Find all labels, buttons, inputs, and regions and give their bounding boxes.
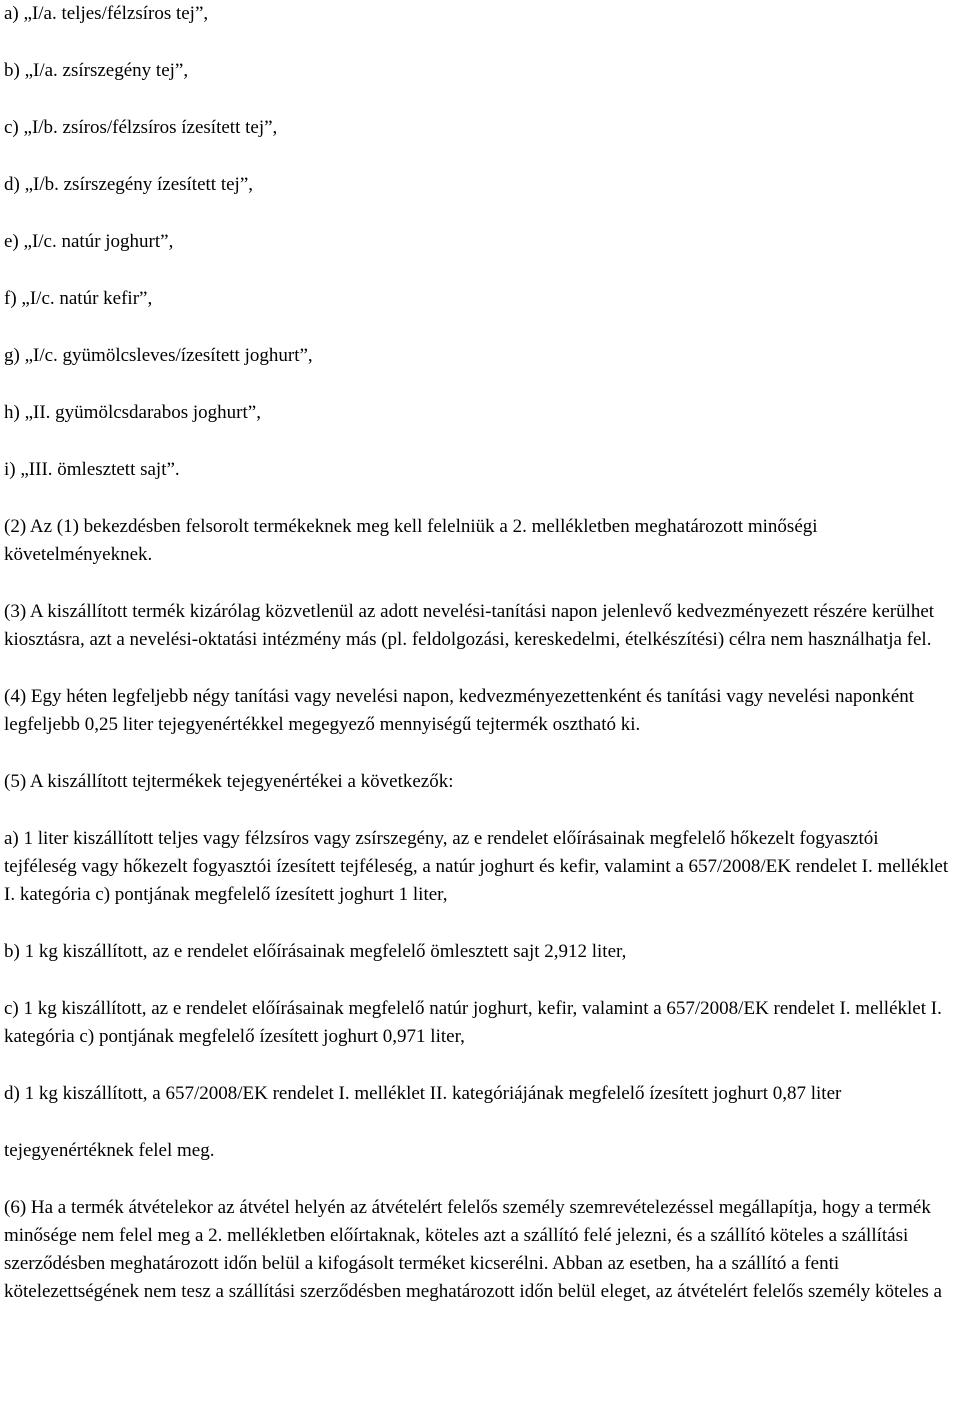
- product-list: [4, 0, 956, 484]
- list-item-a: a) „I/a. teljes/félzsíros tej”,: [4, 3, 209, 24]
- document-page: [4, 0, 956, 1306]
- list-item-d: d) „I/b. zsírszegény ízesített tej”,: [4, 174, 254, 195]
- paragraph-4: (4) Egy héten legfeljebb négy tanítási vagy nevelési napon, kedvezményezettenként és tanítási vagy nevelési naponként legfeljebb 0,25 liter tejegyenértékkel megegyező mennyiségű tejtermék osztható ki.: [4, 686, 915, 735]
- paragraph-5-b: b) 1 kg kiszállított, az e rendelet előírásainak megfelelő ömlesztett sajt 2,912 liter,: [4, 941, 627, 962]
- list-item-g: g) „I/c. gyümölcsleves/ízesített joghurt”,: [4, 345, 313, 366]
- list-item-h: h) „II. gyümölcsdarabos joghurt”,: [4, 402, 261, 423]
- paragraph-3: (3) A kiszállított termék kizárólag közvetlenül az adott nevelési-tanítási napon jelenlevő kedvezményezett részére kerülhet kiosztásra, azt a nevelési-oktatási intézmény más (pl. feldolgozási, kereskedelmi, ételkészítési) célra nem használhatja fel.: [4, 601, 935, 650]
- paragraph-6: (6) Ha a termék átvételekor az átvétel helyén az átvételért felelős személy szemrevételezéssel megállapítja, hogy a termék minősége nem felel meg a 2. mellékletben előírtaknak, köteles azt a szállító felé jelezni, és a szállító köteles a szállítási szerződésben meghatározott időn belül a kifogásolt terméket kicserélni. Abban az esetben, ha a szállító a fenti kötelezettségének nem tesz a szállítási szerződésben meghatározott időn belül eleget, az átvételért felelős személy köteles a: [4, 1197, 942, 1302]
- paragraph-5-closing: tejegyenértéknek felel meg.: [4, 1140, 215, 1161]
- paragraph-2: (2) Az (1) bekezdésben felsorolt termékeknek meg kell felelniük a 2. mellékletben meghatározott minőségi követelményeknek.: [4, 516, 818, 565]
- list-item-b: b) „I/a. zsírszegény tej”,: [4, 60, 189, 81]
- list-item-f: f) „I/c. natúr kefir”,: [4, 288, 153, 309]
- list-item-e: e) „I/c. natúr joghurt”,: [4, 231, 174, 252]
- paragraph-5-d: d) 1 kg kiszállított, a 657/2008/EK rendelet I. melléklet II. kategóriájának megfelelő ízesített joghurt 0,87 liter: [4, 1083, 842, 1104]
- list-item-i: i) „III. ömlesztett sajt”.: [4, 459, 180, 480]
- paragraph-5-a: a) 1 liter kiszállított teljes vagy félzsíros vagy zsírszegény, az e rendelet előírásainak megfelelő hőkezelt fogyasztói tejféleség vagy hőkezelt fogyasztói ízesített tejféleség, a natúr joghurt és kefir, valamint a 657/2008/EK rendelet I. melléklet I. kategória c) pontjának megfelelő ízesített joghurt 1 liter,: [4, 828, 949, 905]
- paragraph-5: (5) A kiszállított tejtermékek tejegyenértékei a következők:: [4, 771, 454, 792]
- list-item-c: c) „I/b. zsíros/félzsíros ízesített tej”,: [4, 117, 278, 138]
- paragraph-5-c: c) 1 kg kiszállított, az e rendelet előírásainak megfelelő natúr joghurt, kefir, valamint a 657/2008/EK rendelet I. melléklet I. kategória c) pontjának megfelelő ízesített joghurt 0,971 liter,: [4, 998, 942, 1047]
